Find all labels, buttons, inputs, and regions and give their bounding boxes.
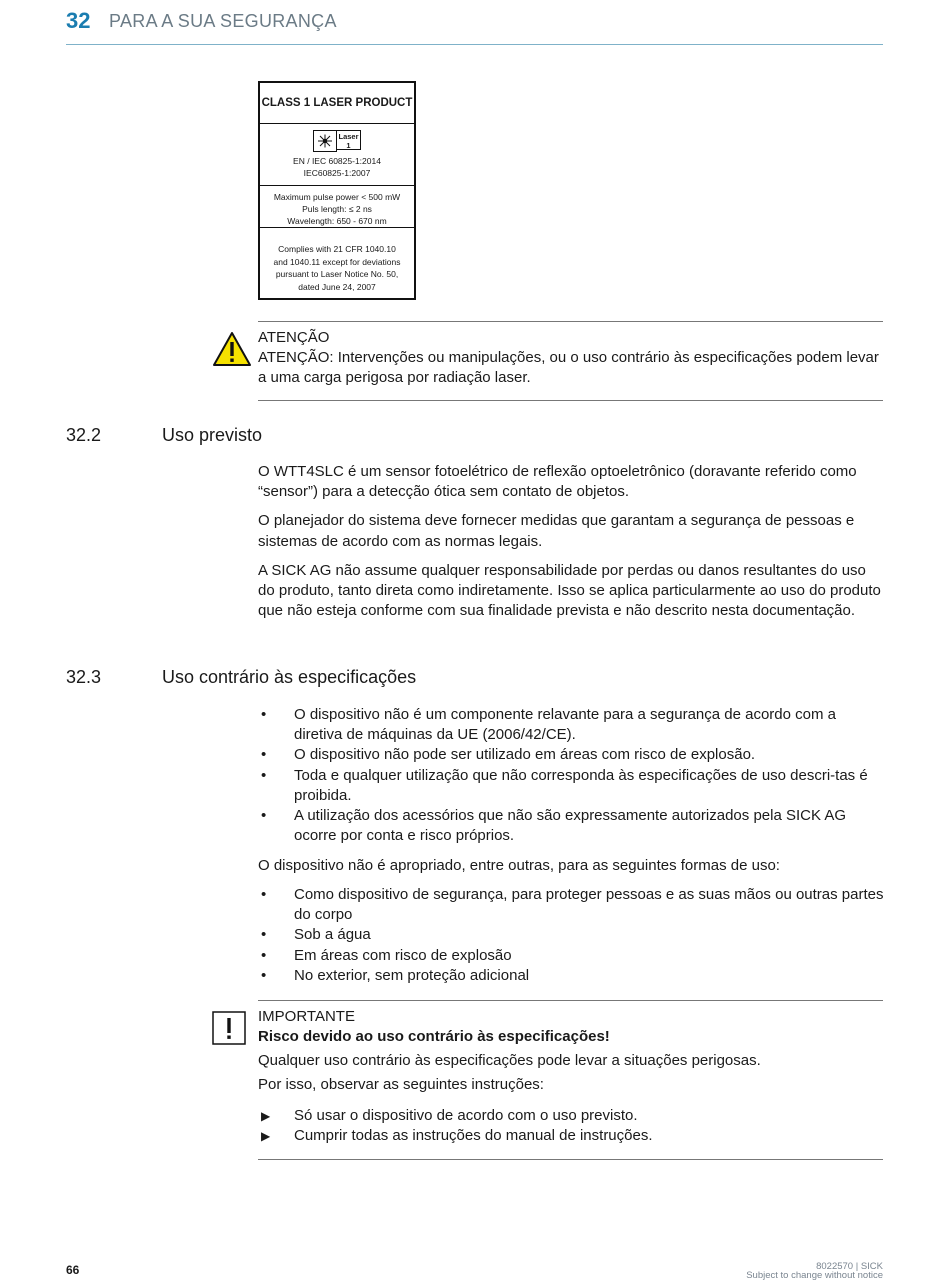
instruction-step: ▶ Só usar o dispositivo de acordo com o uso previsto.	[261, 1107, 638, 1124]
laser-class-badge: Laser 1	[337, 130, 361, 150]
important-text: Por isso, observar as seguintes instruções:	[258, 1076, 544, 1093]
important-subheading: Risco devido ao uso contrário às especificações!	[258, 1028, 610, 1045]
laser-label-standards	[260, 124, 414, 186]
paragraph: O WTT4SLC é um sensor fotoelétrico de reflexão optoeletrônico (doravante referido como “sensor”) para a detecção ótica sem contato de objetos.	[258, 463, 857, 501]
section-title: Uso previsto	[162, 425, 263, 445]
important-text: Qualquer uso contrário às especificações pode levar a situações perigosas.	[258, 1052, 761, 1069]
spec-line: Wavelength: 650 - 670 nm	[287, 216, 387, 226]
exclamation-box-icon	[212, 1011, 246, 1050]
bullet-list	[258, 705, 884, 846]
instruction-list	[258, 1106, 884, 1146]
list-item: • O dispositivo não é um componente relavante para a segurança de acordo com a diretiva de máquinas da UE (2006/42/CE).	[261, 706, 836, 744]
page-header	[66, 6, 883, 45]
section-body	[258, 462, 884, 630]
list-item: • Em áreas com risco de explosão	[261, 946, 512, 964]
list-item: • Sob a água	[261, 926, 371, 944]
intro-text: O dispositivo não é apropriado, entre outras, para as seguintes formas de uso:	[258, 857, 780, 874]
section-number: 32.3	[66, 667, 102, 687]
bullet-list	[258, 885, 884, 986]
spec-line: Maximum pulse power < 500 mW	[273, 192, 401, 202]
compliance-line: Complies with 21 CFR 1040.10	[278, 244, 396, 254]
spec-line: Puls length: ≤ 2 ns	[302, 204, 372, 214]
section-number: 32.2	[66, 425, 102, 445]
laser-label-specs	[260, 186, 414, 228]
important-heading: IMPORTANTE	[258, 1008, 355, 1025]
standard-line: IEC60825-1:2007	[303, 168, 371, 178]
laser-label-title: CLASS 1 LASER PRODUCT	[260, 83, 414, 124]
chapter-title: PARA A SUA SEGURANÇA	[109, 11, 337, 31]
warning-triangle-icon	[212, 331, 252, 372]
compliance-line: and 1040.11 except for deviations	[273, 256, 401, 267]
compliance-line: pursuant to Laser Notice No. 50,	[275, 269, 399, 279]
footer-info	[746, 1262, 883, 1280]
laser-starburst-icon	[313, 130, 337, 152]
change-notice: Subject to change without notice	[746, 1270, 883, 1281]
chapter-number: 32	[66, 8, 91, 33]
list-item: • A utilização dos acessórios que não são expressamente autorizados pela SICK AG ocorre por conta e risco próprios.	[261, 807, 846, 845]
laser-product-label	[258, 81, 416, 300]
list-item: • Como dispositivo de segurança, para proteger pessoas e as suas mãos ou outras partes do corpo	[261, 886, 884, 924]
section-title: Uso contrário às especificações	[162, 667, 417, 687]
important-notice	[258, 1000, 883, 1160]
warning-heading: ATENÇÃO	[258, 329, 330, 346]
list-item: • Toda e qualquer utilização que não corresponda às especificações de uso descri-tas é proibida.	[261, 766, 868, 804]
standard-line: EN / IEC 60825-1:2014	[293, 156, 381, 166]
warning-body: ATENÇÃO: Intervenções ou manipulações, ou o uso contrário às especificações podem levar a uma carga perigosa por radiação laser.	[258, 349, 879, 386]
page-number: 66	[66, 1263, 80, 1277]
doc-reference: 8022570 | SICK	[816, 1261, 883, 1272]
list-item: • No exterior, sem proteção adicional	[261, 966, 530, 984]
compliance-line: dated June 24, 2007	[298, 281, 376, 292]
instruction-step: ▶ Cumprir todas as instruções do manual de instruções.	[261, 1127, 653, 1145]
paragraph: A SICK AG não assume qualquer responsabilidade por perdas ou danos resultantes do uso do produto, tanto direta como indiretamente. Isso se aplica particularmente ao uso do produto que não esteja conforme com sua finalidade prevista e não descrito nesta documentação.	[258, 561, 881, 620]
list-item: • O dispositivo não pode ser utilizado em áreas com risco de explosão.	[261, 746, 756, 764]
laser-label-compliance	[260, 228, 414, 293]
warning-notice	[258, 321, 883, 401]
paragraph: O planejador do sistema deve fornecer medidas que garantam a segurança de pessoas e sistemas de acordo com as normas legais.	[258, 512, 855, 550]
